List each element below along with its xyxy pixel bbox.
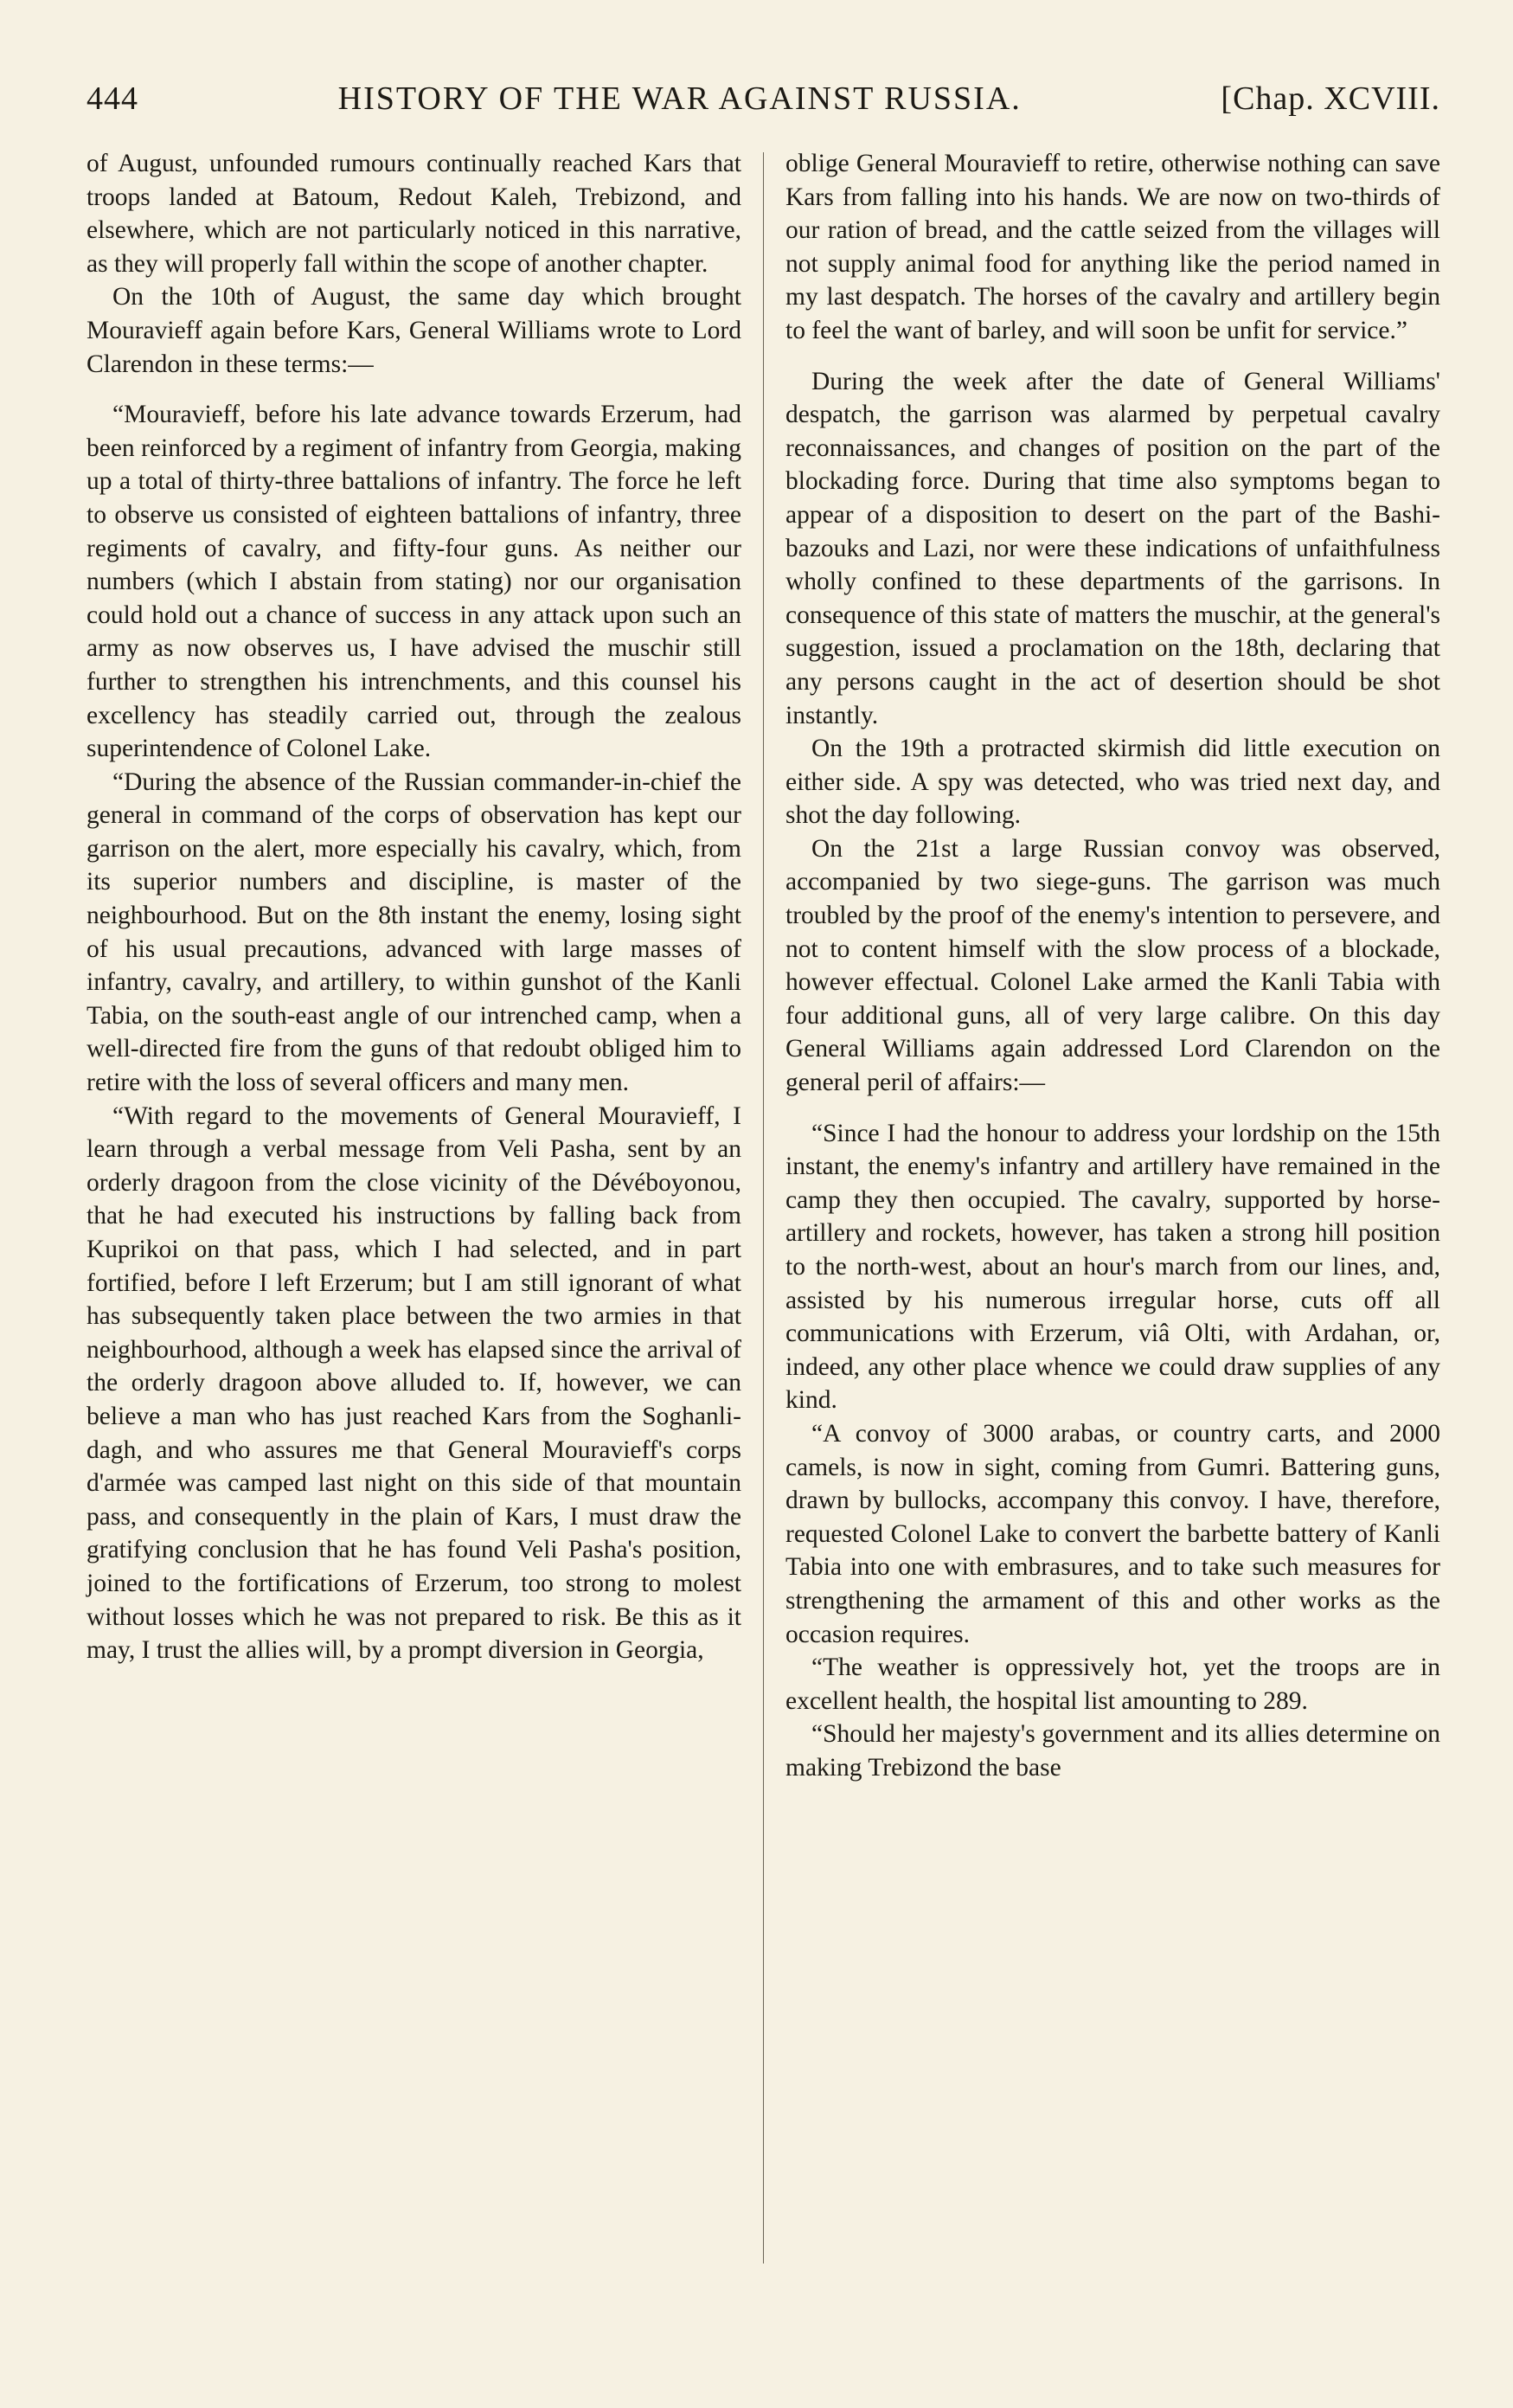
paragraph: On the 19th a protracted skirmish did little execution on either side. A spy was detected, who was tried next day, and shot the day following. (785, 735, 1440, 830)
right-column (785, 147, 1440, 2263)
quoted-paragraph: “Since I had the honour to address your lordship on the 15th instant, the enemy's infantry and artillery have remained in the camp they then occupied. The cavalry, supported by horse-artillery and rockets, however, has taken a strong hill position to the north-west, about an hour's march from our lines, and, assisted by his numerous irregular horse, cuts off all communications with Erzerum, viâ Olti, with Ardahan, or, indeed, any other place whence we could draw supplies of any kind. (785, 1119, 1440, 1415)
page-header (87, 80, 1440, 123)
quoted-paragraph: “A convoy of 3000 arabas, or country carts, and 2000 camels, is now in sight, coming from Gumri. Battering guns, drawn by bullocks, accompany this convoy. I have, therefore, requested Colonel Lake to convert the barbette battery of Kanli Tabia into one with embrasures, and to take such measures for strengthening the armament of this and other works as the occasion requires. (785, 1419, 1440, 1648)
left-column (87, 147, 741, 2263)
quoted-paragraph: “With regard to the movements of General Mouravieff, I learn through a verbal message from Veli Pasha, sent by an orderly dragoon from the close vicinity of the Dévéboyonou, that he had executed his instructions by falling back from Kuprikoi on that pass, which I had selected, and in part fortified, before I left Erzerum; but I am still ignorant of what has subsequently taken place between the two armies in that neighbourhood, although a week has elapsed since the arrival of the orderly dragoon above alluded to. If, however, we can believe a man who has just reached Kars from the Soghanli-dagh, and who assures me that General Mouravieff's corps d'armée was camped last night on this side of that mountain pass, and consequently in the plain of Kars, I must draw the gratifying conclusion that he has found Veli Pasha's position, joined to the fortifications of Erzerum, too strong to molest without losses which he was not prepared to risk. Be this as it may, I trust the allies will, by a prompt diversion in Georgia, (87, 1101, 741, 1665)
column-divider (763, 152, 764, 2264)
quoted-paragraph: “During the absence of the Russian commander-in-chief the general in command of the corps of observation has kept our garrison on the alert, more especially his cavalry, which, from its superior numbers and discipline, is master of the neighbourhood. But on the 8th instant the enemy, losing sight of his usual precautions, advanced with large masses of infantry, cavalry, and artillery, to within gunshot of the Kanli Tabia, on the south-east angle of our intrenched camp, when a well-directed fire from the guns of that redoubt obliged him to retire with the loss of several officers and many men. (87, 767, 741, 1097)
paragraph: On the 10th of August, the same day which brought Mouravieff again before Kars, General Williams wrote to Lord Clarendon in these terms:— (87, 283, 741, 378)
quoted-paragraph: “Mouravieff, before his late advance towards Erzerum, had been reinforced by a regiment of infantry from Georgia, making up a total of thirty-three battalions of infantry. The force he left to observe us consisted of eighteen battalions of infantry, three regiments of cavalry, and fifty-four guns. As neither our numbers (which I abstain from stating) nor our organisation could hold out a chance of success in any attack upon such an army as now observes us, I have advised the muschir still further to strengthen his intrenchments, and this counsel his excellency has steadily carried out, through the zealous superintendence of Colonel Lake. (87, 401, 741, 763)
text-columns (87, 147, 1440, 2263)
paragraph: oblige General Mouravieff to retire, otherwise nothing can save Kars from falling into his hands. We are now on two-thirds of our ration of bread, and the cattle seized from the villages will not supply animal food for anything like the period named in my last despatch. The horses of the cavalry and artillery begin to feel the want of barley, and will soon be unfit for service.” (785, 150, 1440, 344)
chapter-label: [Chap. XCVIII. (1221, 80, 1440, 117)
running-title: HISTORY OF THE WAR AGAINST RUSSIA. (337, 80, 1022, 117)
paragraph: During the week after the date of General Williams' despatch, the garrison was alarmed by perpetual cavalry reconnaissances, and changes of position on the part of the blockading force. During that time also symptoms began to appear of a disposition to desert on the part of the Bashi-bazouks and Lazi, nor were these indications of unfaithfulness wholly confined to these departments of the garrisons. In consequence of this state of matters the muschir, at the general's suggestion, issued a proclamation on the 18th, declaring that any persons caught in the act of desertion should be shot instantly. (785, 367, 1440, 729)
paragraph: On the 21st a large Russian convoy was observed, accompanied by two siege-guns. The garrison was much troubled by the proof of the enemy's intention to persevere, and not to content himself with the slow process of a blockade, however effectual. Colonel Lake armed the Kanli Tabia with four additional guns, all of very large calibre. On this day General Williams again addressed Lord Clarendon on the general peril of affairs:— (785, 834, 1440, 1097)
quoted-paragraph: “Should her majesty's government and its allies determine on making Trebizond the base (785, 1720, 1440, 1782)
paragraph: of August, unfounded rumours continually reached Kars that troops landed at Batoum, Redout Kaleh, Trebizond, and elsewhere, which are not particularly noticed in this narrative, as they will properly fall within the scope of another chapter. (87, 150, 741, 278)
page-number: 444 (87, 80, 138, 117)
quoted-paragraph: “The weather is oppressively hot, yet the troops are in excellent health, the hospital list amounting to 289. (785, 1653, 1440, 1715)
